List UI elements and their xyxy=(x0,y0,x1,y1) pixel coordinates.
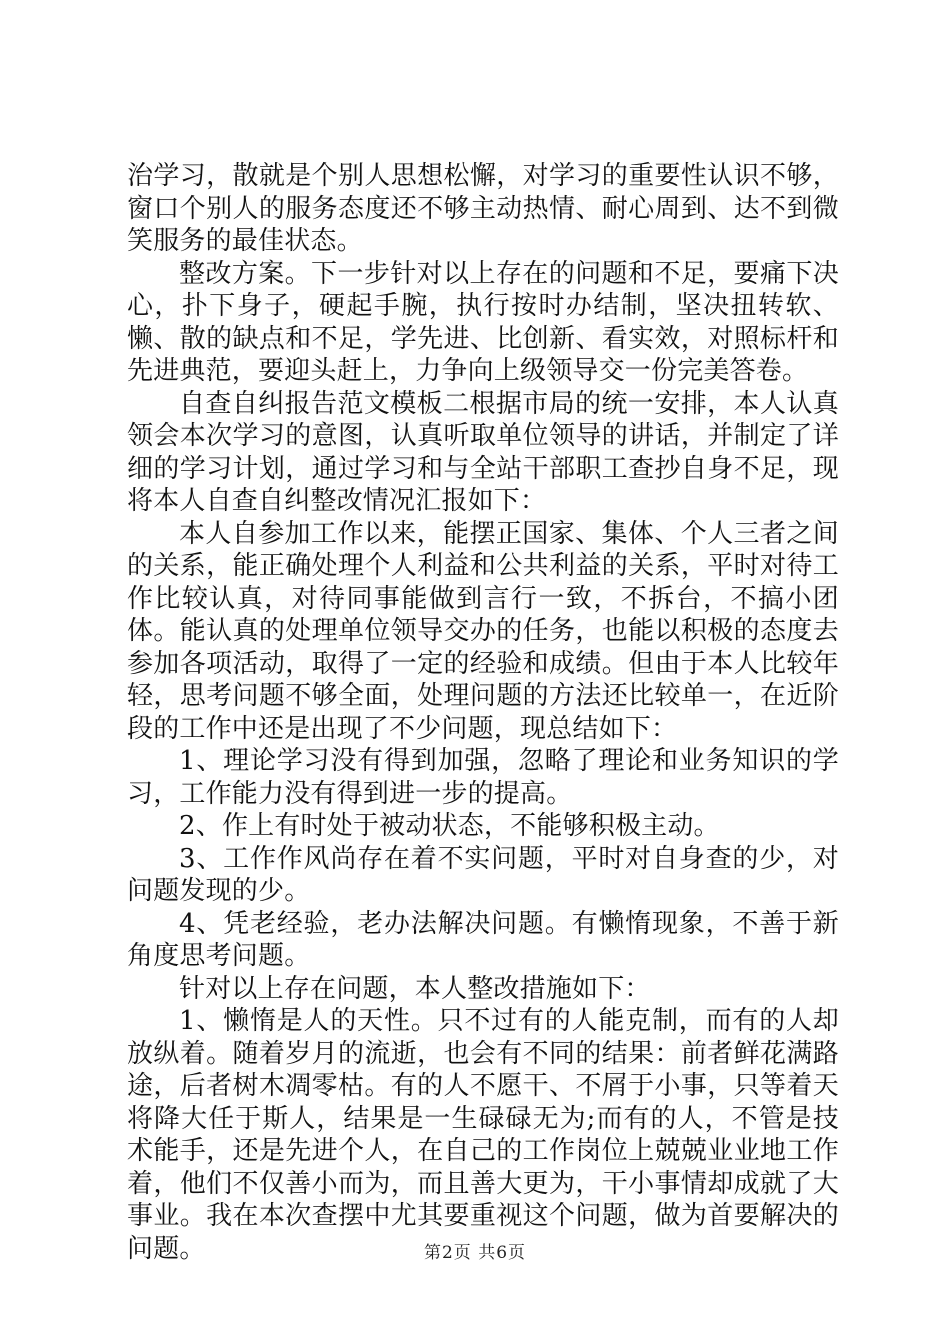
paragraph-4: 本人自参加工作以来，能摆正国家、集体、个人三者之间的关系，能正确处理个人利益和公共利益的关系，平时对待工作比较认真，对待同事能做到言行一致，不拆台，不搞小团体。能认真的处理单位领导交办的任务，也能以积极的态度去参加各项活动，取得了一定的经验和成绩。但由于本人比较年轻，思考问题不够全面，处理问题的方法还比较单一，在近阶段的工作中还是出现了不少问题，现总结如下： xyxy=(127,518,839,744)
paragraph-10: 1、懒惰是人的天性。只不过有的人能克制，而有的人却放纵着。随着岁月的流逝，也会有不同的结果：前者鲜花满路途，后者树木凋零枯。有的人不愿干、不屑于小事，只等着天将降大任于斯人，结果是一生碌碌无为;而有的人，不管是技术能手，还是先进个人，在自己的工作岗位上兢兢业业地工作着，他们不仅善小而为，而且善大更为，干小事情却成就了大事业。我在本次查摆中尤其要重视这个问题，做为首要解决的问题。 xyxy=(127,1006,839,1264)
paragraph-9: 针对以上存在问题，本人整改措施如下： xyxy=(179,973,651,1004)
paragraph-8: 4、凭老经验，老办法解决问题。有懒惰现象，不善于新角度思考问题。 xyxy=(127,908,839,971)
paragraph-5: 1、理论学习没有得到加强，忽略了理论和业务知识的学习，工作能力没有得到进一步的提高。 xyxy=(127,746,839,809)
paragraph-2: 整改方案。下一步针对以上存在的问题和不足，要痛下决心，扑下身子，硬起手腕，执行按时办结制，坚决扭转软、懒、散的缺点和不足，学先进、比创新、看实效，对照标杆和先进典范，要迎头赶上，力争向上级领导交一份完美答卷。 xyxy=(127,258,839,386)
paragraph-6: 2、作上有时处于被动状态，不能够积极主动。 xyxy=(179,811,720,841)
paragraph-3: 自查自纠报告范文模板二根据市局的统一安排，本人认真领会本次学习的意图，认真听取单位领导的讲话，并制定了详细的学习计划，通过学习和与全站干部职工查抄自身不足，现将本人自查自纠整改情况汇报如下： xyxy=(127,388,839,516)
paragraph-7: 3、工作作风尚存在着不实问题，平时对自身查的少，对问题发现的少。 xyxy=(127,843,839,906)
page-footer: 第2页 共6页 xyxy=(423,1243,527,1263)
paragraph-1: 治学习，散就是个别人思想松懈，对学习的重要性认识不够，窗口个别人的服务态度还不够主动热情、耐心周到、达不到微笑服务的最佳状态。 xyxy=(127,161,839,256)
document-body xyxy=(127,160,839,1265)
